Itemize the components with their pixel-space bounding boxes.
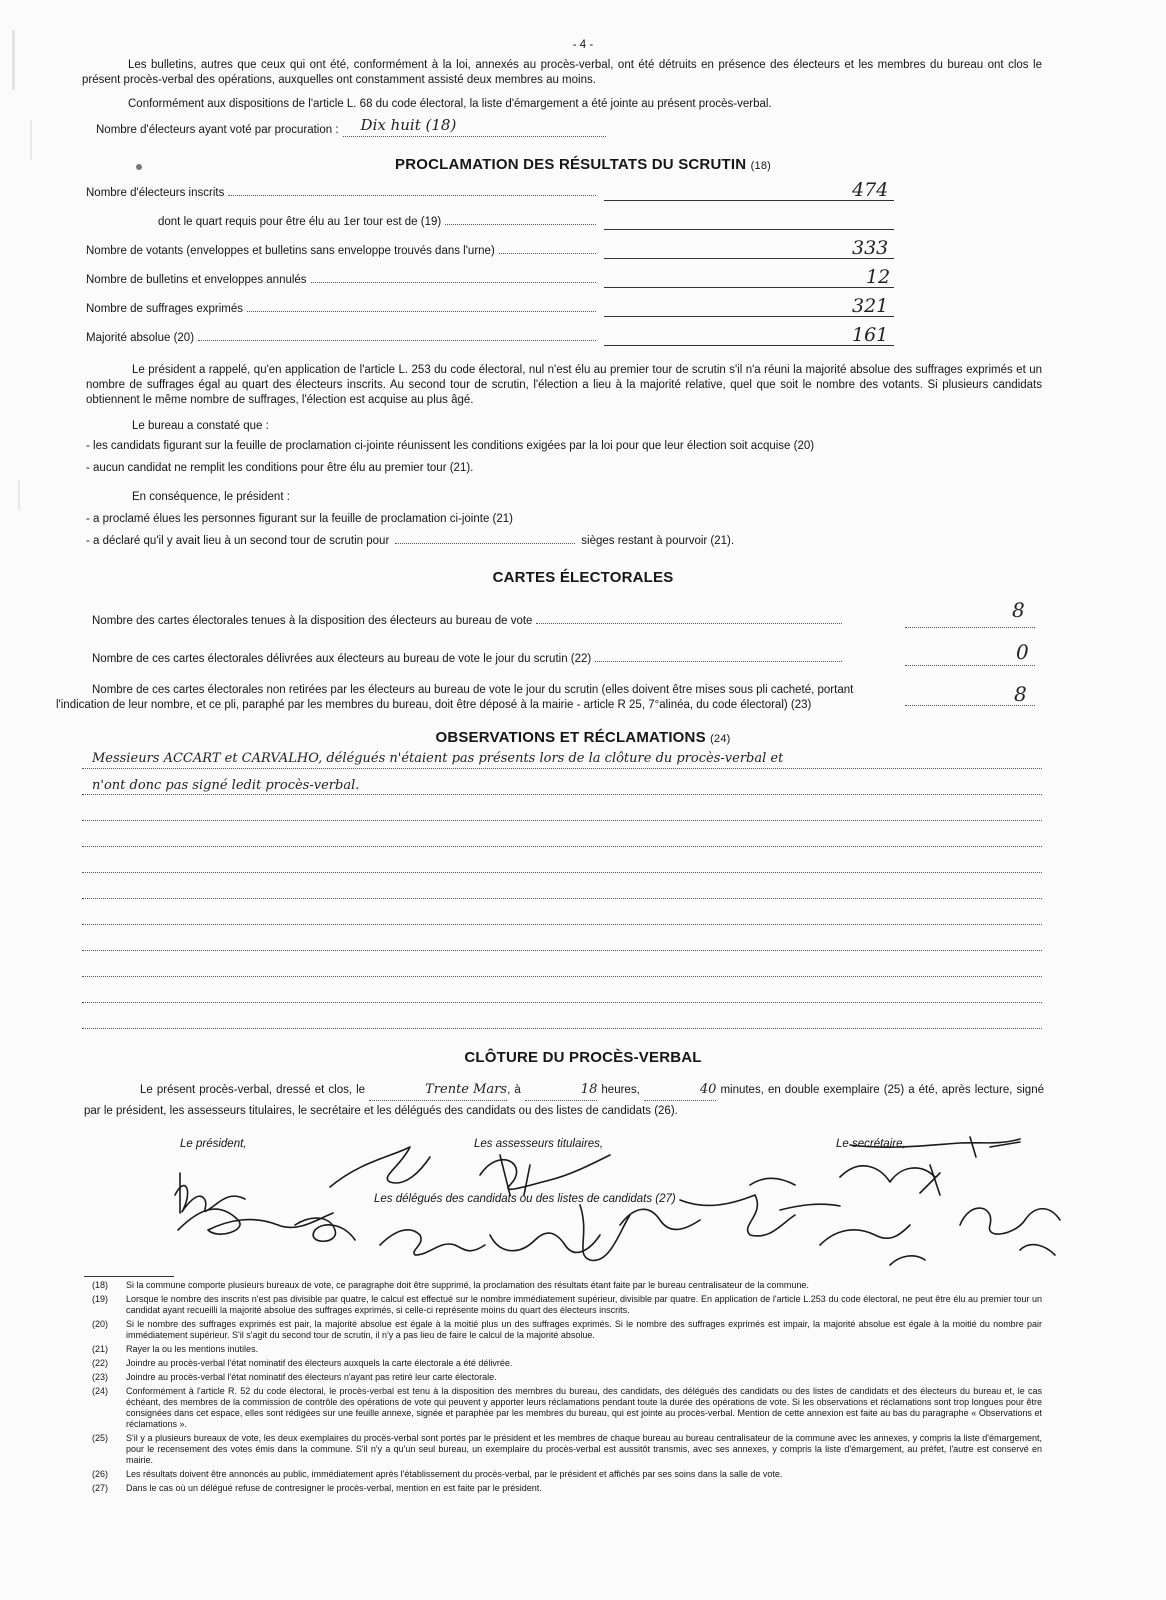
votants-value: 333	[852, 237, 889, 259]
page-number: - 4 -	[572, 39, 594, 51]
intro-paragraph: Les bulletins, autres que ceux qui ont été, conformément à la loi, annexés au procès-verbal, ont été détruits en présence des électeurs et les membres du bureau ont clos le présent procès-verbal des opérations, auxquelles ont constamment assisté deux membres au moins.	[82, 59, 1042, 86]
footnotes	[92, 1280, 1042, 1497]
cartes-value-3: 8	[1014, 682, 1027, 706]
cartes-title: CARTES ÉLECTORALES	[492, 569, 674, 586]
value-line	[604, 200, 894, 201]
observation-handwritten-1: Messieurs ACCART et CARVALHO, délégués n'étaient pas présents lors de la clôture du procès-verbal et	[92, 751, 784, 766]
value-line	[604, 345, 894, 346]
delegues-label: Les délégués des candidats ou des listes de candidats (27)	[374, 1193, 676, 1205]
value-line	[604, 258, 894, 259]
exprimes-value: 321	[852, 295, 889, 317]
result-row-annules: Nombre de bulletins et enveloppes annulés	[86, 273, 596, 288]
cloture-hour: 18	[525, 1080, 598, 1101]
value-line	[604, 316, 894, 317]
result-row-quart: dont le quart requis pour être élu au 1er tour est de (19)	[158, 215, 596, 230]
cloture-paragraph: Le présent procès-verbal, dressé et clos, le Trente Mars, à 18 heures, 40 minutes, en double exemplaire (25) a été, après lecture, signé par le président, les assesseurs titulaires, le secrétaire et les délégués des candidats ou des listes de candidats (26).	[84, 1082, 1044, 1117]
annules-value: 12	[866, 266, 891, 288]
secretaire-label: Le secrétaire,	[836, 1138, 906, 1150]
cartes-row-2: Nombre de ces cartes électorales délivrées aux électeurs au bureau de vote le jour du scrutin (22)	[92, 652, 842, 667]
consequence-label: En conséquence, le président :	[132, 491, 290, 503]
observations-lines	[82, 768, 1042, 1048]
footnote-24: (24) Conformément à l'article R. 52 du code électoral, le procès-verbal est tenu à la disposition des membres du bureau, des candidats, des délégués des candidats ou des listes de candidats et des électeurs du bureau et, le cas échéant, des membres de la commission de contrôle des opérations de vote qui peuvent y apporter leurs réclamations pendant toute la durée des opérations de vote. Si les observations et réclamations sont trop longues pour être consignées dans cet espace, elles sont rédigées sur une feuille annexe, signée et paraphée par les membres du bureau, qui est jointe au procès-verbal. Mention de cette annexion est faite au bas du paragraphe « Observations et réclamations ».	[92, 1386, 1042, 1429]
result-row-majorite: Majorité absolue (20)	[86, 331, 596, 346]
proxy-label: Nombre d'électeurs ayant voté par procuration :	[96, 124, 339, 136]
footnote-26: (26) Les résultats doivent être annoncés au public, immédiatement après l'établissement du procès-verbal, par le président et affichés par ses soins dans la salle de vote.	[92, 1469, 783, 1479]
cloture-minutes: 40	[644, 1080, 717, 1101]
footnote-23: (23) Joindre au procès-verbal l'état nominatif des électeurs n'ayant pas retiré leur carte électorale.	[92, 1372, 497, 1382]
footnote-separator	[84, 1276, 174, 1277]
scan-noise	[30, 120, 32, 160]
cloture-date: Trente Mars	[369, 1080, 507, 1101]
cloture-title: CLÔTURE DU PROCÈS-VERBAL	[464, 1049, 702, 1066]
proxy-field	[343, 116, 606, 138]
proxy-value: Dix huit (18)	[360, 116, 457, 134]
dotted-leader	[343, 136, 606, 137]
bureau-item-2: - aucun candidat ne remplit les conditions pour être élu au premier tour (21).	[86, 462, 474, 474]
result-row-votants: Nombre de votants (enveloppes et bulletins sans enveloppe trouvés dans l'urne)	[86, 244, 596, 259]
bureau-label: Le bureau a constaté que :	[132, 420, 269, 432]
footnote-22: (22) Joindre au procès-verbal l'état nominatif des électeurs auxquels la carte électorale a été délivrée.	[92, 1358, 513, 1368]
inscrits-value: 474	[852, 179, 889, 201]
result-row-inscrits: Nombre d'électeurs inscrits	[86, 186, 596, 201]
observations-title: OBSERVATIONS ET RÉCLAMATIONS (24)	[435, 729, 731, 746]
cartes-value-2: 0	[1016, 640, 1029, 664]
proclamation-title: PROCLAMATION DES RÉSULTATS DU SCRUTIN (18)	[394, 156, 772, 173]
dotted-leader	[395, 543, 575, 544]
cartes-value-1: 8	[1012, 598, 1025, 622]
footnote-21: (21) Rayer la ou les mentions inutiles.	[92, 1344, 259, 1354]
result-row-exprimes: Nombre de suffrages exprimés	[86, 302, 596, 317]
cartes-row-3: Nombre de ces cartes électorales non retirées par les électeurs au bureau de vote le jour du scrutin (elles doivent être mises sous pli cacheté, portant l'indication de leur nombre, et ce pli, paraphé par les membres du bureau, doit être déposé à la mairie - article R 25, 7°alinéa, du code électoral) (23)	[56, 684, 854, 711]
value-line	[905, 627, 1035, 628]
value-line	[604, 229, 894, 230]
president-label: Le président,	[180, 1138, 247, 1150]
value-line	[905, 665, 1035, 666]
assesseurs-label: Les assesseurs titulaires,	[474, 1138, 604, 1150]
consequence-item-1: - a proclamé élues les personnes figurant sur la feuille de proclamation ci-jointe (21)	[86, 513, 513, 525]
observation-handwritten-2: n'ont donc pas signé ledit procès-verbal.	[92, 778, 360, 793]
proxy-row	[96, 116, 606, 138]
scan-noise	[18, 480, 20, 510]
value-line	[604, 287, 894, 288]
consequence-item-2: - a déclaré qu'il y avait lieu à un second tour de scrutin pour sièges restant à pourvoir (21).	[86, 535, 735, 547]
footnote-25: (25) S'il y a plusieurs bureaux de vote, les deux exemplaires du procès-verbal sont portés par le président et les membres de chaque bureau au bureau centralisateur de la commune avec les annexes, y compris la liste d'émargement, pour le recensement des votes émis dans la commune. S'il n'y a qu'un seul bureau, un exemplaire du procès-verbal est aussitôt transmis, avec ses annexes, y compris la liste d'émargement, au préfet, l'autre est conservé en mairie.	[92, 1433, 1042, 1465]
rule-paragraph: Le président a rappelé, qu'en application de l'article L. 253 du code électoral, nul n'est élu au premier tour de scrutin s'il n'a réuni la majorité absolue des suffrages exprimés et un nombre de suffrages égal au quart des électeurs inscrits. Au second tour de scrutin, l'élection a lieu à la majorité relative, quel que soit le nombre des votants. Si plusieurs candidats obtiennent le même nombre de suffrages, l'élection est acquise au plus âgé.	[86, 364, 1042, 406]
emargement-paragraph: Conformément aux dispositions de l'article L. 68 du code électoral, la liste d'émargement a été jointe au présent procès-verbal.	[128, 98, 772, 110]
majorite-value: 161	[852, 324, 889, 346]
footnote-18: (18) Si la commune comporte plusieurs bureaux de vote, ce paragraphe doit être supprimé, la proclamation des résultats étant faite par le bureau centralisateur de la commune.	[92, 1280, 809, 1290]
signatures-image	[60, 1125, 1100, 1285]
cartes-row-1: Nombre des cartes électorales tenues à la disposition des électeurs au bureau de vote	[92, 614, 842, 629]
footnote-27: (27) Dans le cas où un délégué refuse de contresigner le procès-verbal, mention en est faite par le président.	[92, 1483, 542, 1493]
bureau-item-1: - les candidats figurant sur la feuille de proclamation ci-jointe réunissent les conditions exigées par la loi pour que leur élection soit acquise (20)	[86, 440, 815, 452]
footnote-20: (20) Si le nombre des suffrages exprimés est pair, la majorité absolue est égale à la moitié plus un des suffrages exprimés. Si le nombre des suffrages exprimés est impair, la majorité absolue est égale à la moitié du nombre pair immédiatement supérieur. S'il s'agit du second tour de scrutin, il n'y a pas lieu de faire le calcul de la majorité absolue.	[92, 1319, 1042, 1340]
footnote-19: (19) Lorsque le nombre des inscrits n'est pas divisible par quatre, le calcul est effectué sur le nombre immédiatement supérieur, divisible par quatre. En application de l'article L.253 du code électoral, ne peut être élu au premier tour un candidat ayant recueilli la majorité absolue des suffrages exprimés, si celle-ci représente moins du quart des électeurs inscrits.	[92, 1294, 1042, 1315]
